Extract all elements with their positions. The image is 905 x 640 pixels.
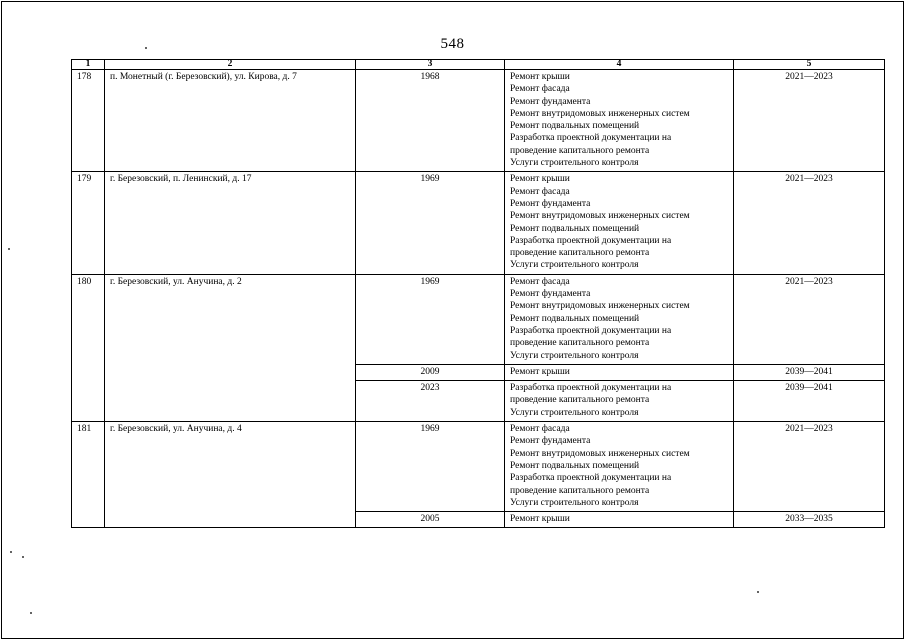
record-address: г. Березовский, п. Ленинский, д. 17 — [105, 172, 356, 274]
record-year: 2023 — [356, 381, 505, 422]
work-item: Ремонт крыши — [510, 174, 570, 185]
work-item: Ремонт фасада — [510, 424, 570, 435]
column-header-5: 5 — [734, 60, 885, 70]
record-number: 178 — [72, 70, 105, 172]
scan-speck — [30, 612, 32, 614]
work-item: Услуги строительного контроля — [510, 260, 639, 271]
column-header-3: 3 — [356, 60, 505, 70]
work-item: Услуги строительного контроля — [510, 350, 639, 361]
record-works — [505, 70, 734, 172]
record-number: 179 — [72, 172, 105, 274]
record-year: 2005 — [356, 512, 505, 528]
column-header-row — [72, 60, 885, 70]
table-body — [72, 70, 885, 528]
record-address: г. Березовский, ул. Анучина, д. 2 — [105, 274, 356, 421]
work-item: Разработка проектной документации на — [510, 133, 672, 144]
record-year: 1968 — [356, 70, 505, 172]
record-works — [505, 422, 734, 512]
scan-speck — [757, 591, 759, 593]
work-item: Ремонт крыши — [510, 514, 570, 525]
record-number: 181 — [72, 422, 105, 528]
record-year: 1969 — [356, 422, 505, 512]
scan-speck — [22, 556, 24, 558]
table-row — [72, 172, 885, 274]
record-period: 2039—2041 — [734, 364, 885, 380]
record-works — [505, 172, 734, 274]
work-item: Ремонт фасада — [510, 186, 570, 197]
record-period: 2021—2023 — [734, 70, 885, 172]
work-item: Ремонт фасада — [510, 276, 570, 287]
work-item: Ремонт крыши — [510, 366, 570, 377]
record-works — [505, 512, 734, 528]
work-item: Разработка проектной документации на — [510, 383, 672, 394]
table-row — [72, 274, 885, 364]
work-item: Ремонт крыши — [510, 72, 570, 82]
scan-speck — [8, 248, 10, 250]
work-item: Ремонт подвальных помещений — [510, 223, 640, 234]
work-item: Услуги строительного контроля — [510, 158, 639, 169]
work-item: Ремонт внутридомовых инженерных систем — [510, 211, 690, 222]
work-item: проведение капитального ремонта — [510, 145, 650, 156]
column-header-4: 4 — [505, 60, 734, 70]
work-item: Ремонт внутридомовых инженерных систем — [510, 448, 690, 459]
work-item: Разработка проектной документации на — [510, 473, 672, 484]
record-period: 2039—2041 — [734, 381, 885, 422]
repair-schedule-table — [71, 59, 885, 528]
column-header-2: 2 — [105, 60, 356, 70]
column-header-1: 1 — [72, 60, 105, 70]
record-works — [505, 364, 734, 380]
record-year: 1969 — [356, 172, 505, 274]
work-item: Разработка проектной документации на — [510, 325, 672, 336]
work-item: Ремонт подвальных помещений — [510, 460, 640, 471]
work-item: Разработка проектной документации на — [510, 235, 672, 246]
work-item: Услуги строительного контроля — [510, 497, 639, 508]
work-item: Ремонт внутридомовых инженерных систем — [510, 301, 690, 312]
table-row — [72, 422, 885, 512]
work-item: Ремонт фундамента — [510, 96, 591, 107]
work-item: Ремонт фундамента — [510, 289, 591, 300]
scan-speck — [10, 551, 12, 553]
record-period: 2021—2023 — [734, 274, 885, 364]
work-item: проведение капитального ремонта — [510, 485, 650, 496]
work-item: Услуги строительного контроля — [510, 407, 639, 418]
work-item: проведение капитального ремонта — [510, 248, 650, 259]
record-address: п. Монетный (г. Березовский), ул. Кирова, д. 7 — [105, 70, 356, 172]
record-period: 2033—2035 — [734, 512, 885, 528]
record-period: 2021—2023 — [734, 422, 885, 512]
work-item: Ремонт фундамента — [510, 436, 591, 447]
record-number: 180 — [72, 274, 105, 421]
work-item: проведение капитального ремонта — [510, 395, 650, 406]
scan-speck — [145, 47, 147, 49]
work-item: Ремонт фасада — [510, 84, 570, 95]
record-address: г. Березовский, ул. Анучина, д. 4 — [105, 422, 356, 528]
table-row — [72, 70, 885, 172]
work-item: Ремонт фундамента — [510, 198, 591, 209]
record-works — [505, 381, 734, 422]
record-year: 2009 — [356, 364, 505, 380]
work-item: Ремонт внутридомовых инженерных систем — [510, 108, 690, 119]
record-year: 1969 — [356, 274, 505, 364]
work-item: Ремонт подвальных помещений — [510, 121, 640, 132]
page-number: 548 — [440, 36, 465, 52]
work-item: Ремонт подвальных помещений — [510, 313, 640, 324]
record-works — [505, 274, 734, 364]
work-item: проведение капитального ремонта — [510, 338, 650, 349]
record-period: 2021—2023 — [734, 172, 885, 274]
